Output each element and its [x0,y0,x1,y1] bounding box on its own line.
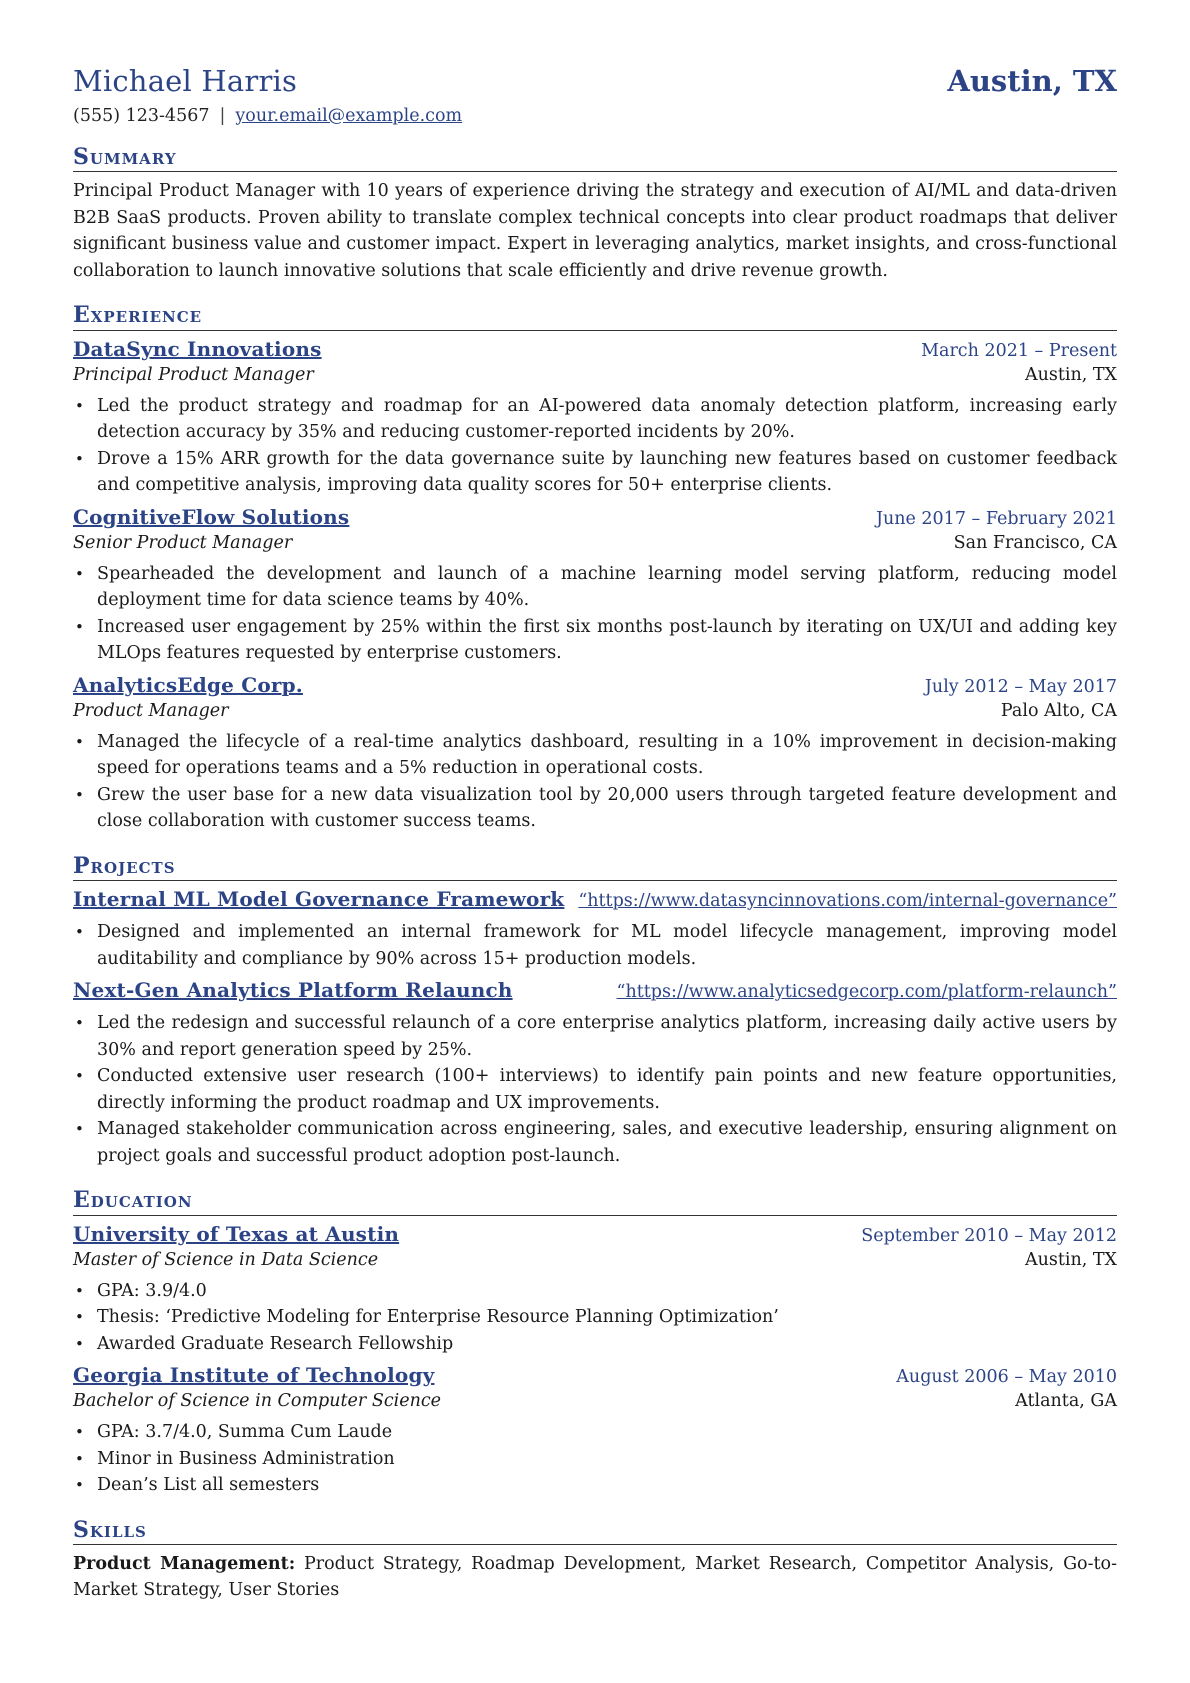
school-link[interactable]: Georgia Institute of Technology [73,1363,435,1388]
job-dates: June 2017 – February 2021 [875,508,1117,529]
education-entry [73,1363,1117,1499]
degree: Bachelor of Science in Computer Science [73,1391,442,1412]
skills-line [73,1551,1117,1604]
bullet-item: • Spearheaded the development and launch of a machine learning model serving platform, reducing model deployment time for data science teams by 40%. [97,561,1117,614]
candidate-name: Michael Harris [73,64,298,98]
section-title-experience: Experience [73,302,1117,330]
bullet-item: • Increased user engagement by 25% within the first six months post-launch by iterating on UX/UI and adding key MLOps features requested by enterprise customers. [97,614,1117,667]
skills-list: Product Strategy, Roadmap Development, Market Research, Competitor Analysis, Go-to-Market Strategy, User Stories [73,1553,1117,1601]
education-entry [73,1222,1117,1358]
bullet-item: • Thesis: ‘Predictive Modeling for Enterprise Resource Planning Optimization’ [97,1304,1117,1331]
experience-entry [73,337,1117,499]
company-link[interactable]: AnalyticsEdge Corp. [73,672,303,697]
experience-entry [73,505,1117,667]
experience-list [73,337,1117,835]
education-list [73,1222,1117,1499]
bullet-item: • Managed the lifecycle of a real-time analytics dashboard, resulting in a 10% improvement in decision-making speed for operations teams and a 5% reduction in operational costs. [97,729,1117,782]
phone-number: (555) 123-4567 [73,106,210,126]
candidate-location: Austin, TX [947,64,1117,98]
job-dates: July 2012 – May 2017 [924,676,1117,697]
job-bullets [73,561,1117,667]
school-location: Austin, TX [1024,1249,1117,1270]
job-location: Palo Alto, CA [1000,700,1117,721]
bullet-item: • Led the redesign and successful relaunch of a core enterprise analytics platform, increasing daily active users by 30% and report generation speed by 25%. [97,1010,1117,1063]
contact-separator: | [219,106,226,126]
job-title: Senior Product Manager [73,532,293,553]
bullet-item: • Grew the user base for a new data visualization tool by 20,000 users through targeted feature development and close collaboration with customer success teams. [97,782,1117,835]
job-location: San Francisco, CA [953,532,1117,553]
project-entry [73,887,1117,972]
education-dates: August 2006 – May 2010 [896,1367,1117,1388]
education-bullets [73,1419,1117,1499]
bullet-item: • Conducted extensive user research (100+ interviews) to identify pain points and new feature opportunities, directly informing the product roadmap and UX improvements. [97,1063,1117,1116]
project-bullets [73,919,1117,972]
education-bullets [73,1278,1117,1358]
bullet-item: • Drove a 15% ARR growth for the data governance suite by launching new features based on customer feedback and competitive analysis, improving data quality scores for 50+ enterprise clients. [97,446,1117,499]
job-title: Product Manager [73,700,229,721]
email-link[interactable]: your.email@example.com [235,106,463,126]
bullet-item: • Designed and implemented an internal framework for ML model lifecycle management, improving model auditability and compliance by 90% across 15+ production models. [97,919,1117,972]
job-title: Principal Product Manager [73,364,314,385]
experience-entry [73,673,1117,835]
section-title-projects: Projects [73,853,1117,881]
project-name-link[interactable]: Next-Gen Analytics Platform Relaunch [73,978,513,1003]
bullet-item: • Minor in Business Administration [97,1446,1117,1473]
project-bullets [73,1010,1117,1169]
job-bullets [73,393,1117,499]
education-dates: September 2010 – May 2012 [861,1225,1117,1246]
company-link[interactable]: CognitiveFlow Solutions [73,504,350,529]
project-url-link[interactable]: “https://www.datasyncinnovations.com/internal-governance” [578,891,1117,912]
bullet-item: • Led the product strategy and roadmap for an AI-powered data anomaly detection platform, increasing early detection accuracy by 35% and reducing customer-reported incidents by 20%. [97,393,1117,446]
bullet-item: • Dean’s List all semesters [97,1472,1117,1499]
bullet-item: • GPA: 3.9/4.0 [97,1278,1117,1305]
projects-list [73,887,1117,1169]
section-title-education: Education [73,1187,1117,1215]
school-link[interactable]: University of Texas at Austin [73,1221,400,1246]
project-name-link[interactable]: Internal ML Model Governance Framework [73,887,565,912]
summary-text: Principal Product Manager with 10 years of experience driving the strategy and execution of AI/ML and data-driven B2B SaaS products. Proven ability to translate complex technical concepts into clear product roadmaps that deliver significant business value and customer impact. Expert in leveraging analytics, market insights, and cross-functional collaboration to launch innovative solutions that scale efficiently and drive revenue growth. [73,181,1117,281]
section-title-summary: Summary [73,144,1117,172]
bullet-item: • Awarded Graduate Research Fellowship [97,1331,1117,1358]
skills-category-label: Product Management: [73,1553,296,1574]
job-location: Austin, TX [1024,364,1117,385]
company-link[interactable]: DataSync Innovations [73,336,322,361]
job-dates: March 2021 – Present [921,340,1117,361]
section-title-skills: Skills [73,1517,1117,1545]
school-location: Atlanta, GA [1015,1391,1117,1412]
job-bullets [73,729,1117,835]
header [73,64,1117,98]
bullet-item: • GPA: 3.7/4.0, Summa Cum Laude [97,1419,1117,1446]
bullet-item: • Managed stakeholder communication across engineering, sales, and executive leadership, ensuring alignment on project goals and successful product adoption post-launch. [97,1116,1117,1169]
project-url-link[interactable]: “https://www.analyticsedgecorp.com/platform-relaunch” [616,982,1117,1003]
project-entry [73,978,1117,1169]
degree: Master of Science in Data Science [73,1249,379,1270]
contact-line [73,106,1117,126]
